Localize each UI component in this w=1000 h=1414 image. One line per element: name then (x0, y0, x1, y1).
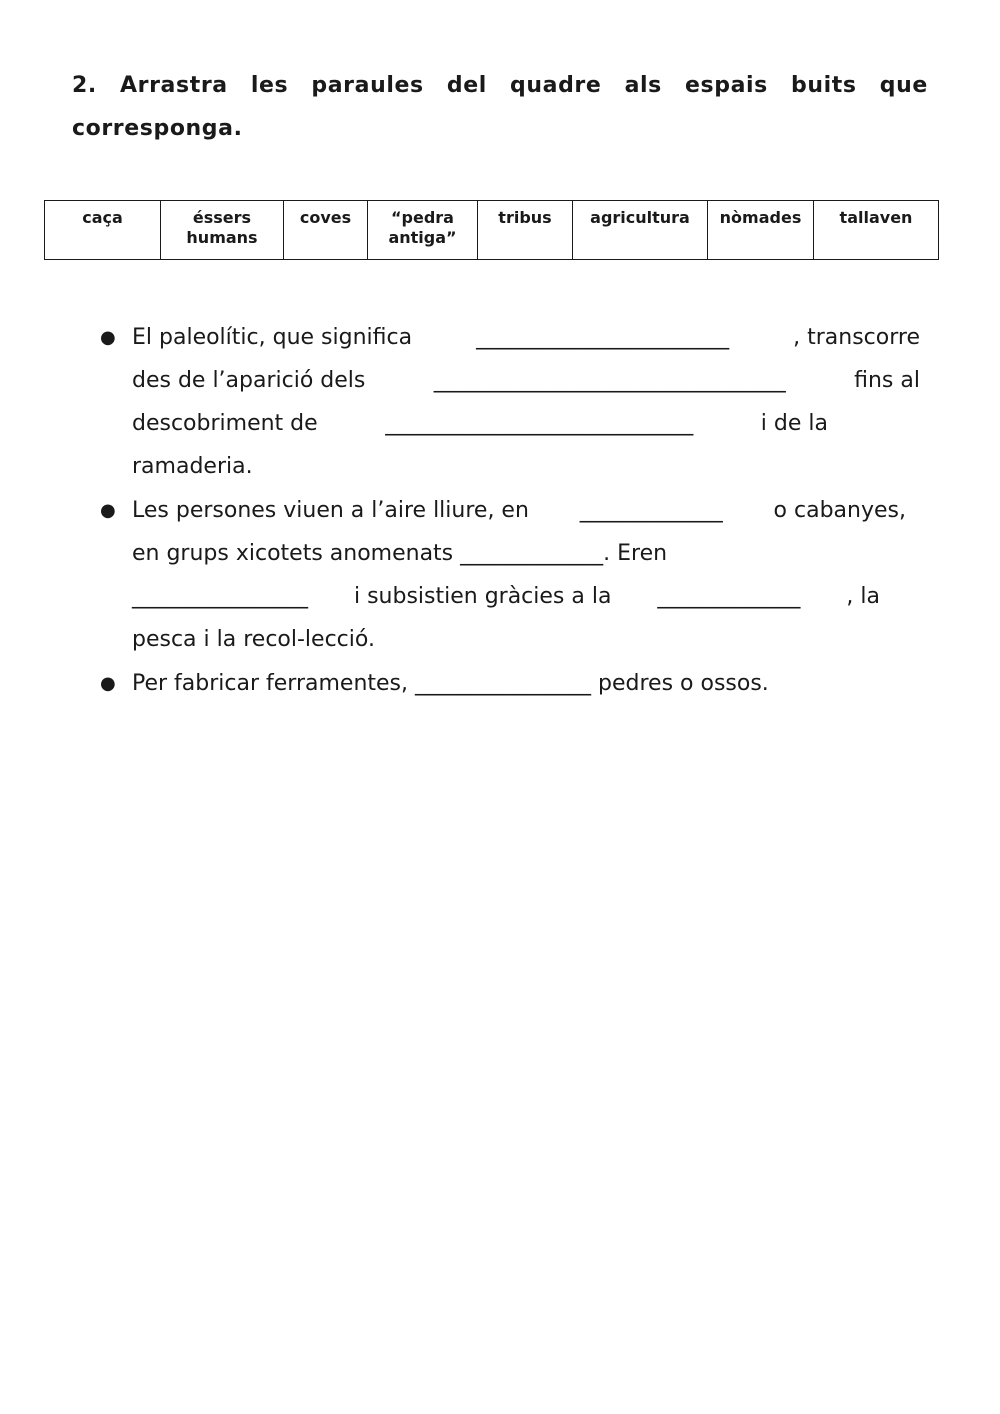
sentence-text: pedres o ossos. (598, 671, 769, 696)
drop-blank[interactable]: ________________________________ (433, 368, 786, 393)
heading-word: Arrastra (120, 73, 228, 98)
drop-blank[interactable]: _____________ (460, 541, 604, 566)
word-chip-tribus[interactable]: tribus (478, 201, 573, 260)
sentence-line (132, 359, 920, 402)
sentence-text: . Eren (603, 541, 668, 566)
word-chip-coves[interactable]: coves (284, 201, 368, 260)
word-chip-pedra-antiga[interactable]: “pedra antiga” (368, 201, 478, 260)
bullet-icon: ● (100, 673, 116, 694)
drop-blank[interactable]: ____________________________ (385, 411, 694, 436)
drop-blank[interactable]: _____________ (579, 498, 723, 523)
sentence-text: i de la (760, 411, 828, 436)
sentence-text: o cabanyes, (773, 498, 906, 523)
drop-blank[interactable]: ________________ (132, 584, 308, 609)
sentence-line (132, 316, 920, 359)
heading-line-2: corresponga. (72, 116, 243, 141)
heading-word: quadre (510, 73, 602, 98)
heading-word: als (624, 73, 662, 98)
bullet-icon: ● (100, 327, 116, 348)
sentence-list (100, 316, 920, 706)
sentence-text: Per fabricar ferramentes, (132, 671, 409, 696)
sentence-line (132, 402, 920, 445)
drop-blank[interactable]: _______________________ (476, 325, 730, 350)
drop-blank[interactable]: _____________ (657, 584, 801, 609)
sentence-text: Les persones viuen a l’aire lliure, en (132, 498, 529, 523)
sentence-line (132, 575, 920, 618)
word-chip-nomades[interactable]: nòmades (708, 201, 814, 260)
word-bank-table (44, 200, 939, 260)
sentence-text: pesca i la recol-lecció. (132, 627, 375, 652)
sentence-text: descobriment de (132, 411, 318, 436)
word-chip-agricultura[interactable]: agricultura (573, 201, 708, 260)
sentence-line (132, 445, 920, 488)
word-chip-essers-humans[interactable]: éssers humans (161, 201, 284, 260)
bullet-icon: ● (100, 500, 116, 521)
heading-word: espais (685, 73, 768, 98)
sentence-text: El paleolític, que significa (132, 325, 413, 350)
sentence-text: ramaderia. (132, 454, 253, 479)
drop-blank[interactable]: ________________ (415, 671, 592, 696)
sentence-text: fins al (854, 368, 920, 393)
heading-word: 2. (72, 73, 97, 98)
sentence-line (132, 532, 920, 575)
heading-word: les (250, 73, 289, 98)
sentence-text: des de l’aparició dels (132, 368, 366, 393)
sentence-item-persones (100, 489, 920, 661)
sentence-text: i subsistien gràcies a la (353, 584, 612, 609)
exercise-heading (72, 64, 928, 150)
word-chip-caca[interactable]: caça (45, 201, 161, 260)
sentence-item-paleolitic (100, 316, 920, 488)
heading-word: buits (791, 73, 857, 98)
sentence-text: , la (846, 584, 880, 609)
sentence-item-ferramentes (100, 662, 920, 705)
sentence-line (132, 489, 920, 532)
sentence-text: en grups xicotets anomenats (132, 541, 454, 566)
heading-word: que (879, 73, 928, 98)
heading-line-1 (72, 64, 928, 107)
sentence-line (132, 618, 920, 661)
heading-word: del (446, 73, 487, 98)
word-chip-tallaven[interactable]: tallaven (814, 201, 939, 260)
heading-word: paraules (311, 73, 424, 98)
sentence-line (132, 662, 920, 705)
sentence-text: , transcorre (793, 325, 920, 350)
